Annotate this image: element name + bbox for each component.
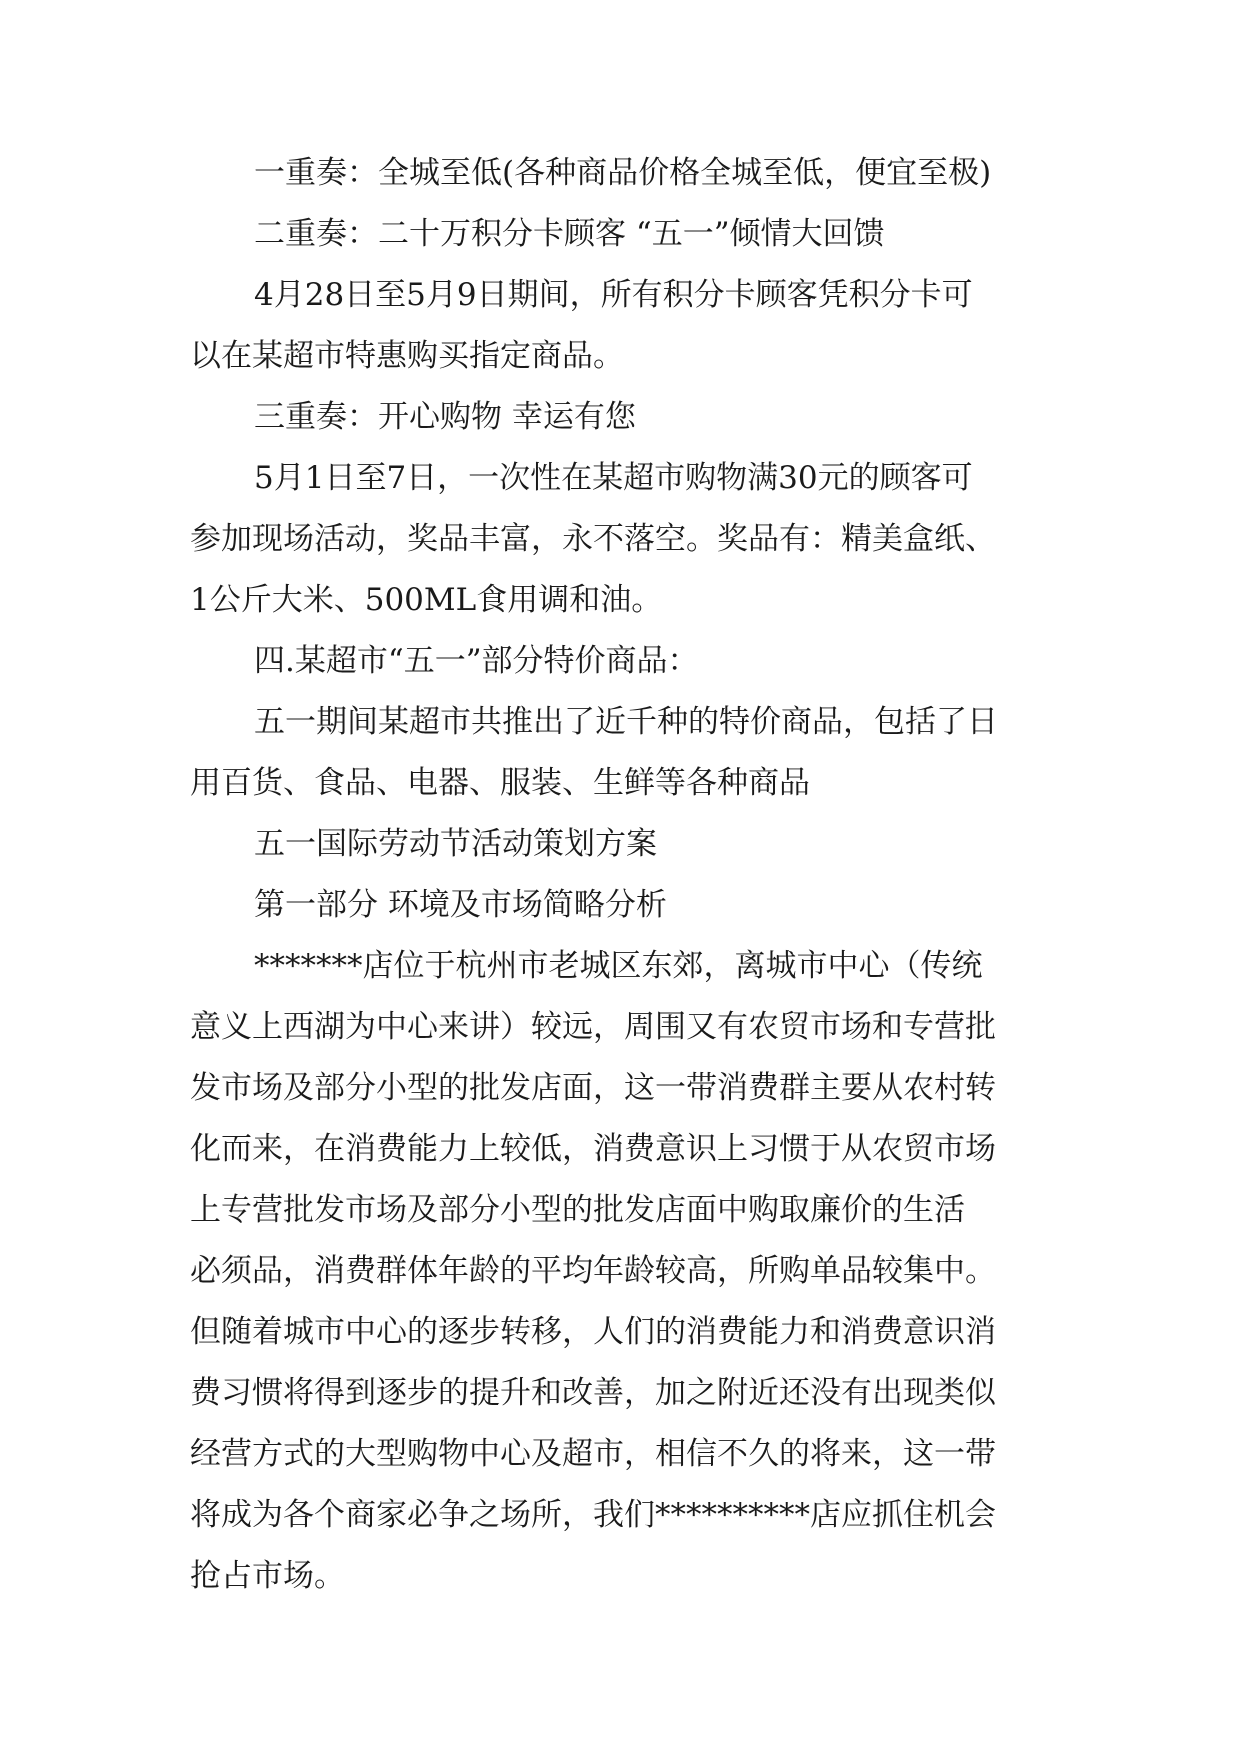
paragraph-line: 意义上西湖为中心来讲）较远，周围又有农贸市场和专营批 xyxy=(190,1009,996,1045)
paragraph-line: 5月1日至7日，一次性在某超市购物满30元的顾客可 xyxy=(254,460,973,496)
section-heading: 五一国际劳动节活动策划方案 xyxy=(254,826,657,862)
paragraph-line: 五一期间某超市共推出了近千种的特价商品，包括了日 xyxy=(254,704,998,740)
paragraph-line: 必须品，消费群体年龄的平均年龄较高，所购单品较集中。 xyxy=(190,1253,996,1289)
paragraph-line: 发市场及部分小型的批发店面，这一带消费群主要从农村转 xyxy=(190,1070,996,1106)
paragraph-line: 三重奏：开心购物 幸运有您 xyxy=(254,399,636,435)
paragraph-line: 抢占市场。 xyxy=(190,1558,345,1594)
section-heading: 第一部分 环境及市场简略分析 xyxy=(254,887,667,923)
paragraph-line: 四.某超市“五一”部分特价商品： xyxy=(254,643,699,679)
paragraph-line: 用百货、食品、电器、服装、生鲜等各种商品 xyxy=(190,765,810,801)
paragraph-line: 二重奏：二十万积分卡顾客 “五一”倾情大回馈 xyxy=(254,216,885,252)
paragraph-line: *******店位于杭州市老城区东郊，离城市中心（传统 xyxy=(254,948,983,984)
paragraph-line: 一重奏：全城至低(各种商品价格全城至低，便宜至极) xyxy=(254,155,992,191)
paragraph-line: 将成为各个商家必争之场所，我们**********店应抓住机会 xyxy=(190,1497,996,1533)
paragraph-line: 1公斤大米、500ML食用调和油。 xyxy=(190,582,663,618)
paragraph-line: 化而来，在消费能力上较低，消费意识上习惯于从农贸市场 xyxy=(190,1131,996,1167)
paragraph-line: 参加现场活动，奖品丰富，永不落空。奖品有：精美盒纸、 xyxy=(190,521,996,557)
paragraph-line: 但随着城市中心的逐步转移，人们的消费能力和消费意识消 xyxy=(190,1314,996,1350)
paragraph-line: 4月28日至5月9日期间，所有积分卡顾客凭积分卡可 xyxy=(254,277,973,313)
paragraph-line: 经营方式的大型购物中心及超市，相信不久的将来，这一带 xyxy=(190,1436,996,1472)
paragraph-line: 以在某超市特惠购买指定商品。 xyxy=(190,338,624,374)
paragraph-line: 上专营批发市场及部分小型的批发店面中购取廉价的生活 xyxy=(190,1192,965,1228)
paragraph-line: 费习惯将得到逐步的提升和改善，加之附近还没有出现类似 xyxy=(190,1375,996,1411)
